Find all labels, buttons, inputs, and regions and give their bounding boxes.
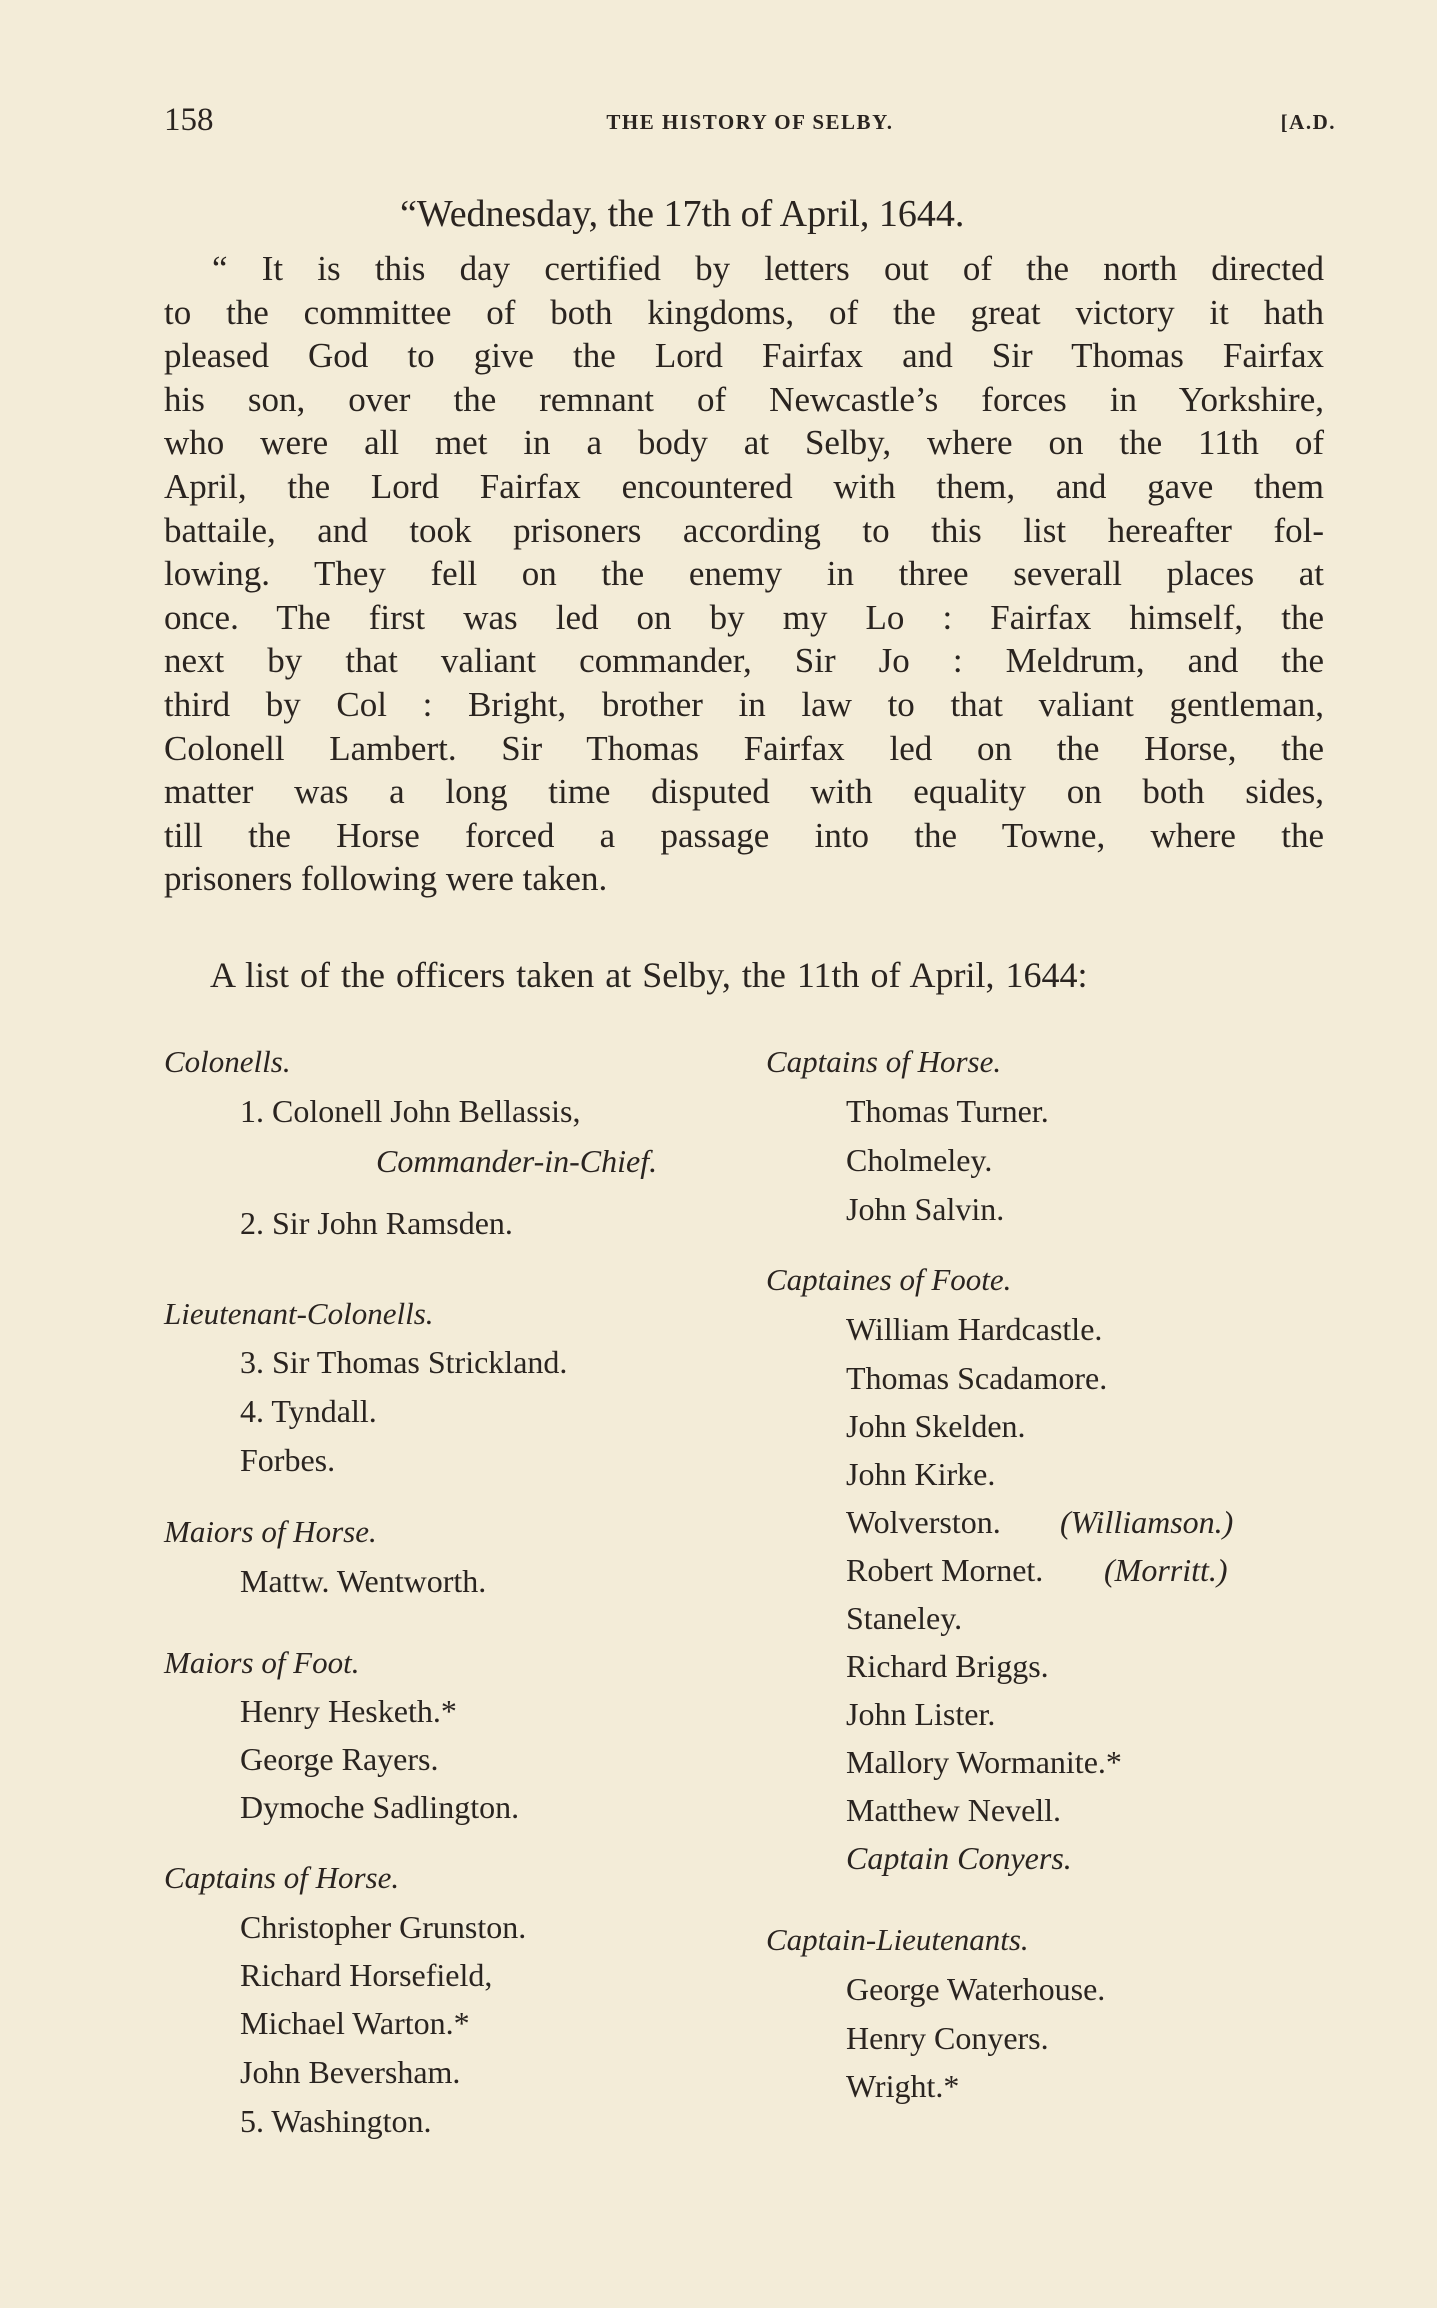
captain-lieutenants-heading: Captain-Lieutenants. bbox=[766, 1922, 1029, 1957]
list-item: Richard Horsefield, bbox=[240, 1957, 493, 1993]
list-item: John Beversham. bbox=[240, 2054, 461, 2090]
list-item: John Lister. bbox=[846, 1696, 996, 1732]
list-item: George Rayers. bbox=[240, 1741, 439, 1777]
list-item: John Kirke. bbox=[846, 1456, 996, 1492]
page-header bbox=[164, 102, 1336, 142]
list-item: Cholmeley. bbox=[846, 1142, 993, 1178]
list-item: Henry Conyers. bbox=[846, 2020, 1049, 2056]
list-item: 3. Sir Thomas Strickland. bbox=[240, 1344, 568, 1380]
list-item: Dymoche Sadlington. bbox=[240, 1789, 520, 1825]
paragraph-line: once. The first was led on by my Lo : Fairfax himself, the bbox=[164, 597, 1324, 637]
paragraph-line: lowing. They fell on the enemy in three severall places at bbox=[164, 554, 1324, 594]
paragraph-line: who were all met in a body at Selby, where on the 11th of bbox=[164, 423, 1324, 463]
list-item: Henry Hesketh.* bbox=[240, 1693, 457, 1729]
captains-horse-heading: Captains of Horse. bbox=[164, 1860, 400, 1895]
list-item: George Waterhouse. bbox=[846, 1971, 1106, 2007]
list-item: Michael Warton.* bbox=[240, 2005, 470, 2041]
list-item-alias: (Morritt.) bbox=[1104, 1552, 1228, 1588]
list-item: Commander-in-Chief. bbox=[376, 1143, 658, 1179]
marginal-date: [A.D. bbox=[1280, 110, 1336, 134]
dateline: “Wednesday, the 17th of April, 1644. bbox=[400, 193, 965, 235]
list-item: Mattw. Wentworth. bbox=[240, 1563, 487, 1599]
paragraph-line: April, the Lord Fairfax encountered with them, and gave them bbox=[164, 466, 1324, 506]
list-item: 4. Tyndall. bbox=[240, 1393, 377, 1429]
list-item: John Skelden. bbox=[846, 1408, 1026, 1444]
list-item: Christopher Grunston. bbox=[240, 1909, 527, 1945]
majors-horse-heading: Maiors of Horse. bbox=[164, 1514, 377, 1549]
page-number: 158 bbox=[164, 102, 214, 138]
captain-conyers: Captain Conyers. bbox=[846, 1840, 1072, 1876]
list-item: Thomas Turner. bbox=[846, 1093, 1049, 1129]
paragraph-line: battaile, and took prisoners according to this list hereafter fol- bbox=[164, 510, 1324, 550]
majors-foot-heading: Maiors of Foot. bbox=[164, 1645, 360, 1680]
paragraph-line: third by Col : Bright, brother in law to that valiant gentleman, bbox=[164, 684, 1324, 724]
list-item: Matthew Nevell. bbox=[846, 1792, 1062, 1828]
paragraph-line: Colonell Lambert. Sir Thomas Fairfax led on the Horse, the bbox=[164, 728, 1324, 768]
list-item-alias: (Williamson.) bbox=[1060, 1504, 1234, 1540]
paragraph-line: till the Horse forced a passage into the Towne, where the bbox=[164, 815, 1324, 855]
paragraph-line: next by that valiant commander, Sir Jo : Meldrum, and the bbox=[164, 641, 1324, 681]
list-title: A list of the officers taken at Selby, the 11th of April, 1644: bbox=[210, 955, 1088, 995]
list-item: Staneley. bbox=[846, 1600, 963, 1636]
right-captains-horse-heading: Captains of Horse. bbox=[766, 1044, 1002, 1079]
list-item: William Hardcastle. bbox=[846, 1311, 1103, 1347]
paragraph-line: “ It is this day certified by letters out of the north directed bbox=[212, 249, 1324, 288]
list-item: 5. Washington. bbox=[240, 2103, 432, 2139]
list-item: Robert Mornet. bbox=[846, 1552, 1044, 1588]
paragraph-line: prisoners following were taken. bbox=[164, 859, 608, 899]
list-item: Forbes. bbox=[240, 1442, 336, 1478]
paragraph-line: his son, over the remnant of Newcastle’s forces in Yorkshire, bbox=[164, 379, 1324, 419]
paragraph-line: matter was a long time disputed with equality on both sides, bbox=[164, 772, 1324, 812]
captains-foot-heading: Captaines of Foote. bbox=[766, 1262, 1012, 1297]
list-item: Mallory Wormanite.* bbox=[846, 1744, 1122, 1780]
list-item: 2. Sir John Ramsden. bbox=[240, 1205, 513, 1241]
list-item: Thomas Scadamore. bbox=[846, 1360, 1108, 1396]
list-item: Wright.* bbox=[846, 2068, 960, 2104]
body-paragraph bbox=[164, 247, 1324, 901]
lt-colonels-heading: Lieutenant-Colonells. bbox=[164, 1296, 434, 1331]
list-item: 1. Colonell John Bellassis, bbox=[240, 1093, 581, 1129]
paragraph-line: pleased God to give the Lord Fairfax and Sir Thomas Fairfax bbox=[164, 336, 1324, 376]
list-item: John Salvin. bbox=[846, 1191, 1005, 1227]
colonels-heading: Colonells. bbox=[164, 1044, 291, 1079]
running-title: THE HISTORY OF SELBY. bbox=[606, 110, 894, 134]
paragraph-line: to the committee of both kingdoms, of the great victory it hath bbox=[164, 292, 1324, 332]
list-item: Richard Briggs. bbox=[846, 1648, 1049, 1684]
list-item: Wolverston. bbox=[846, 1504, 1001, 1540]
